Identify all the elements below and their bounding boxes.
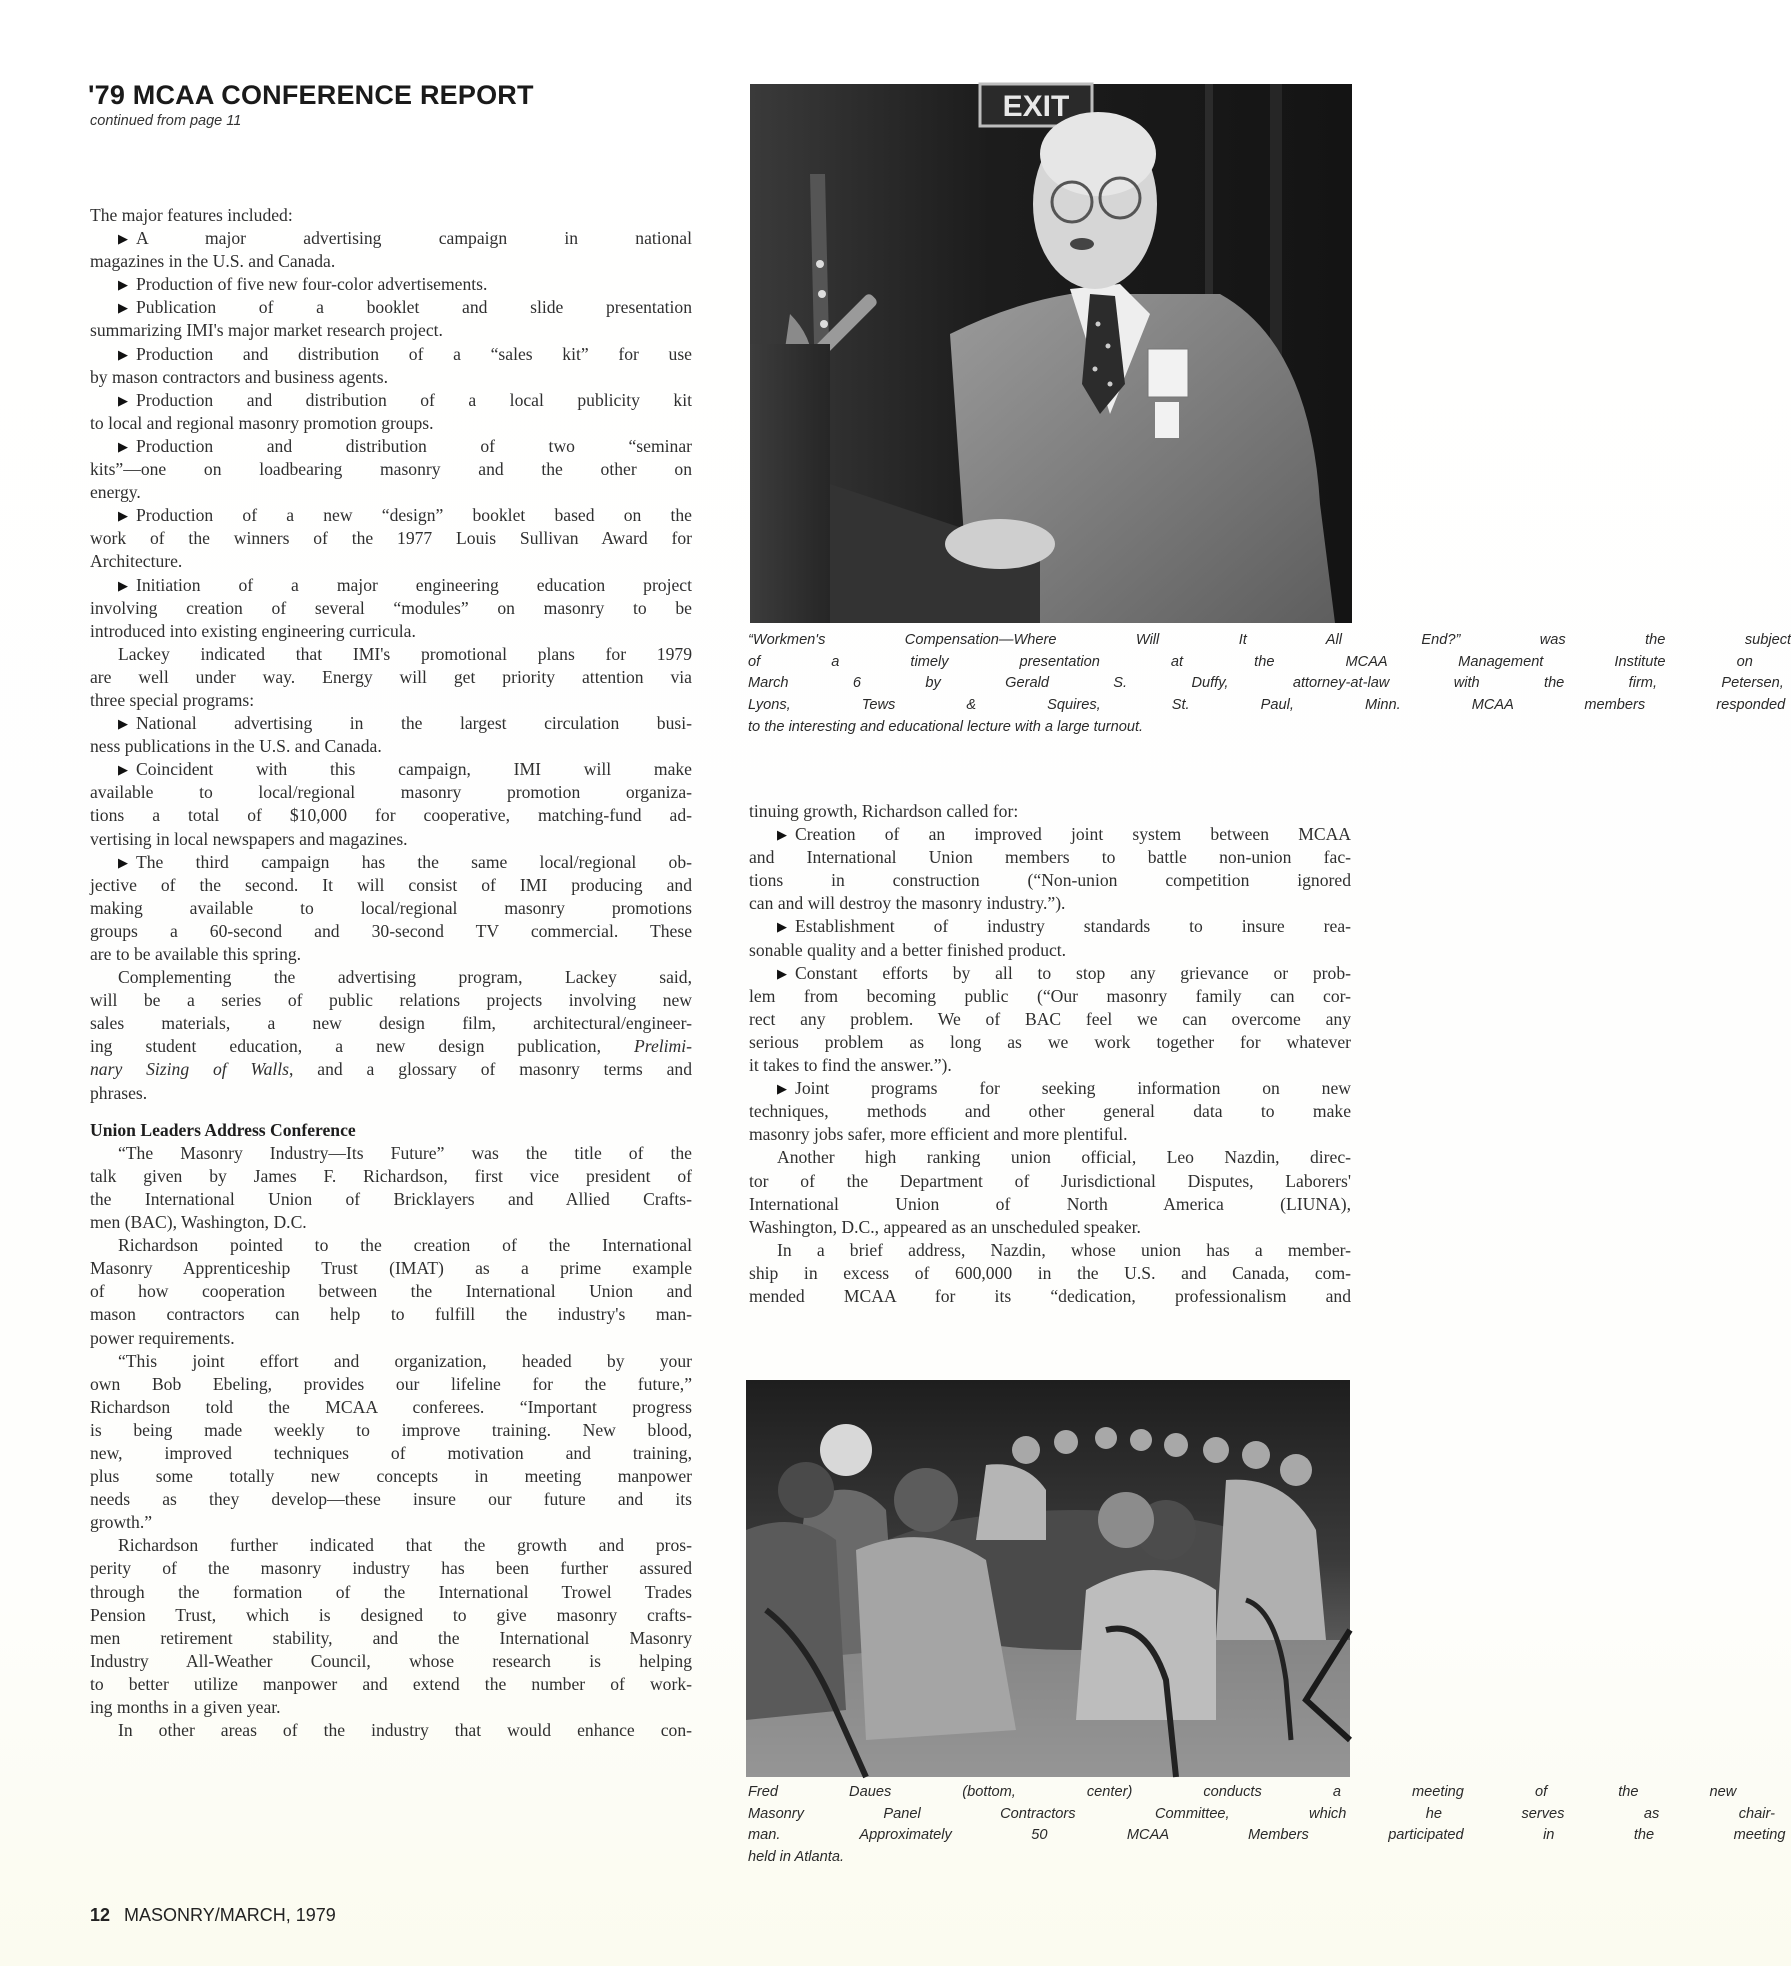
text-line — [90, 481, 692, 504]
text-line — [90, 874, 692, 897]
text-line — [90, 1557, 692, 1580]
text-line — [749, 1077, 1351, 1100]
line-text: Production and distribution of two “seminar — [136, 435, 692, 456]
bullet-triangle-icon: ▶ — [118, 762, 128, 778]
line-text: available to local/regional masonry promotion organiza- — [90, 782, 692, 803]
line-text: own Bob Ebeling, provides our lifeline for the future,” — [90, 1373, 692, 1394]
line-text: Architecture. — [90, 551, 183, 572]
line-text: are well under way. Energy will get priority attention via — [90, 666, 692, 687]
exit-sign-text: EXIT — [1002, 90, 1070, 123]
text-line — [90, 735, 692, 758]
line-text: Production and distribution of a “sales kit” for use — [136, 343, 692, 364]
bullet-triangle-icon: ▶ — [118, 854, 128, 870]
caption-line: Fred Daues (bottom, center) conducts a meeting of the new — [748, 1784, 1737, 1800]
bullet-triangle-icon: ▶ — [118, 508, 128, 524]
speaker-photo-caption — [748, 630, 1791, 738]
line-text: Publication of a booklet and slide presentation — [136, 297, 692, 318]
paragraph — [749, 1239, 1351, 1308]
text-line — [90, 296, 692, 319]
line-text: lem from becoming public (“Our masonry family can cor- — [749, 985, 1351, 1006]
bullet-item — [90, 343, 692, 389]
line-text: International Union of North America (LIUNA), — [749, 1193, 1351, 1214]
line-text: In other areas of the industry that would enhance con- — [118, 1720, 692, 1741]
line-text: Joint programs for seeking information on new — [795, 1078, 1351, 1099]
text-line — [90, 1234, 692, 1257]
line-text: men (BAC), Washington, D.C. — [90, 1212, 307, 1233]
text-line — [90, 712, 692, 735]
bullet-item — [90, 574, 692, 643]
line-text: Masonry Apprenticeship Trust (IMAT) as a prime example — [90, 1258, 692, 1279]
text-line — [90, 435, 692, 458]
line-text: new, improved techniques of motivation and training, — [90, 1442, 692, 1463]
text-line — [749, 1170, 1351, 1193]
line-text: techniques, methods and other general data to make — [749, 1101, 1351, 1122]
caption-line: of a timely presentation at the MCAA Management Institute on — [748, 653, 1753, 670]
text-line — [90, 366, 692, 389]
text-line — [90, 1511, 692, 1534]
bullet-item — [90, 712, 692, 758]
text-line — [90, 504, 692, 527]
line-text: Production of a new “design” booklet based on the — [136, 505, 692, 526]
text-line — [90, 1627, 692, 1650]
line-text: Richardson told the MCAA conferees. “Important progress — [90, 1396, 692, 1417]
text-line — [90, 273, 692, 296]
text-line — [749, 1123, 1351, 1146]
paragraph — [90, 1234, 692, 1349]
line-text: Lackey indicated that IMI's promotional plans for 1979 — [118, 643, 692, 664]
line-text: through the formation of the International Trowel Trades — [90, 1581, 692, 1602]
bullet-triangle-icon: ▶ — [118, 300, 128, 316]
text-line — [90, 1419, 692, 1442]
line-text: of how cooperation between the International Union and — [90, 1281, 692, 1302]
text-line — [90, 1604, 692, 1627]
line-text: Constant efforts by all to stop any grievance or prob- — [795, 962, 1351, 983]
text-line — [90, 1303, 692, 1326]
line-text: mason contractors can help to fulfill the industry's man- — [90, 1304, 692, 1325]
text-line — [90, 1442, 692, 1465]
right-text-column — [749, 800, 1351, 1308]
paragraph — [749, 1146, 1351, 1238]
line-text: magazines in the U.S. and Canada. — [90, 251, 336, 272]
text-line — [90, 1035, 692, 1058]
line-text: ing months in a given year. — [90, 1697, 281, 1717]
speaker-photo — [750, 84, 1352, 623]
bullet-item — [90, 758, 692, 850]
line-text: The third campaign has the same local/regional ob- — [136, 851, 692, 872]
article-title: '79 MCAA CONFERENCE REPORT — [88, 80, 534, 110]
text-line — [749, 892, 1351, 915]
text-line — [90, 1719, 692, 1742]
line-text: the International Union of Bricklayers and Allied Crafts- — [90, 1188, 692, 1209]
line-text: ness publications in the U.S. and Canada. — [90, 736, 382, 757]
line-text: are to be available this spring. — [90, 944, 302, 964]
text-line — [90, 1350, 692, 1373]
line-text: can and will destroy the masonry industry.”). — [749, 893, 1066, 914]
text-line — [749, 1239, 1351, 1262]
page-number: 12 — [90, 1905, 111, 1925]
text-line — [749, 915, 1351, 938]
line-text: energy. — [90, 482, 141, 503]
line-text: sales materials, a new design film, architectural/engineer- — [90, 1013, 692, 1034]
text-line — [90, 989, 692, 1012]
paragraph — [90, 204, 692, 227]
text-line — [90, 1082, 692, 1105]
committee-meeting-photo-image — [746, 1380, 1350, 1777]
line-text: introduced into existing engineering curricula. — [90, 620, 416, 641]
line-text: needs as they develop—these insure our future and its — [90, 1489, 692, 1510]
line-text: to local and regional masonry promotion groups. — [90, 412, 434, 433]
text-line — [90, 1119, 692, 1142]
text-line — [90, 550, 692, 573]
text-line — [90, 666, 692, 689]
text-line — [90, 1373, 692, 1396]
line-text: growth.” — [90, 1512, 153, 1533]
line-text: tions in construction (“Non-union competition ignored — [749, 870, 1351, 891]
bullet-item — [90, 273, 692, 296]
page-footer — [90, 1905, 336, 1926]
line-text: jective of the second. It will consist of IMI producing and — [90, 874, 692, 895]
line-text: tions a total of $10,000 for cooperative, matching-fund ad- — [90, 805, 692, 826]
line-text: perity of the masonry industry has been further assured — [90, 1558, 692, 1579]
bullet-item — [90, 851, 692, 966]
line-text: Richardson pointed to the creation of the International — [118, 1235, 692, 1256]
text-line — [90, 758, 692, 781]
line-text: The major features included: — [90, 205, 293, 225]
text-line — [90, 643, 692, 666]
caption-line: “Workmen's Compensation—Where Will It All End?” was the subject — [748, 632, 1791, 648]
text-line — [90, 250, 692, 273]
text-line — [90, 1465, 692, 1488]
bullet-item — [749, 823, 1351, 915]
line-text: “This joint effort and organization, headed by your — [118, 1350, 692, 1371]
caption-line: held in Atlanta. — [748, 1849, 845, 1866]
text-line — [90, 1012, 692, 1035]
text-line — [749, 823, 1351, 846]
bullet-triangle-icon: ▶ — [118, 577, 128, 593]
line-text: A major advertising campaign in national — [136, 228, 692, 249]
text-line — [90, 620, 692, 643]
line-text: is being made weekly to improve training. New blood, — [90, 1419, 692, 1440]
text-line — [90, 1581, 692, 1604]
bullet-triangle-icon: ▶ — [777, 827, 787, 843]
paragraph — [90, 966, 692, 1105]
line-text: Initiation of a major engineering education project — [136, 574, 692, 595]
bullet-triangle-icon: ▶ — [777, 1081, 787, 1097]
text-line — [90, 412, 692, 435]
bullet-triangle-icon: ▶ — [118, 716, 128, 732]
line-text: In a brief address, Nazdin, whose union has a member- — [777, 1239, 1351, 1260]
bullet-item — [749, 962, 1351, 1077]
left-text-column — [90, 204, 692, 1742]
text-line — [749, 1054, 1351, 1077]
paragraph — [90, 1350, 692, 1535]
line-text: Establishment of industry standards to insure rea- — [795, 916, 1351, 937]
text-line — [90, 1650, 692, 1673]
text-line — [749, 800, 1351, 823]
committee-meeting-photo-caption — [748, 1782, 1786, 1869]
caption-line: March 6 by Gerald S. Duffy, attorney-at-law with the firm, Petersen, — [748, 675, 1784, 692]
text-line — [90, 389, 692, 412]
paragraph — [749, 800, 1351, 823]
paragraph — [90, 1719, 692, 1742]
text-line — [90, 204, 692, 227]
line-text: Union Leaders Address Conference — [90, 1119, 356, 1140]
bullet-item — [749, 915, 1351, 961]
text-line — [90, 1142, 692, 1165]
line-text: groups a 60-second and 30-second TV commercial. These — [90, 920, 692, 941]
line-text: sonable quality and a better finished product. — [749, 939, 1067, 960]
bullet-item — [90, 504, 692, 573]
text-line — [90, 897, 692, 920]
text-line — [90, 966, 692, 989]
text-line — [90, 1327, 692, 1350]
text-line — [90, 1058, 692, 1081]
text-line — [90, 343, 692, 366]
line-text: men retirement stability, and the International Masonry — [90, 1627, 692, 1648]
bullet-triangle-icon: ▶ — [777, 965, 787, 981]
committee-meeting-photo — [746, 1380, 1350, 1777]
line-text: Another high ranking union official, Leo Nazdin, direc- — [777, 1147, 1351, 1168]
text-line — [90, 597, 692, 620]
line-text: involving creation of several “modules” on masonry to be — [90, 597, 692, 618]
text-line — [90, 458, 692, 481]
text-line — [90, 1280, 692, 1303]
line-text: mended MCAA for its “dedication, professionalism and — [749, 1285, 1351, 1306]
line-text: nary Sizing of Walls, and a glossary of masonry terms and — [90, 1059, 693, 1080]
text-line — [90, 1396, 692, 1419]
bullet-triangle-icon: ▶ — [777, 919, 787, 935]
text-line — [90, 689, 692, 712]
bullet-item — [90, 296, 692, 342]
text-line — [90, 1534, 692, 1557]
text-line — [749, 1146, 1351, 1169]
text-line — [90, 1673, 692, 1696]
line-text: will be a series of public relations projects involving new — [90, 990, 692, 1011]
bullet-triangle-icon: ▶ — [118, 438, 128, 454]
line-text: to better utilize manpower and extend the number of work- — [90, 1673, 692, 1694]
line-text: masonry jobs safer, more efficient and more plentiful. — [749, 1124, 1128, 1145]
text-line — [90, 1488, 692, 1511]
text-line — [90, 319, 692, 342]
caption-line: man. Approximately 50 MCAA Members participated in the meeting — [748, 1827, 1786, 1844]
text-line — [749, 1100, 1351, 1123]
bullet-triangle-icon: ▶ — [118, 346, 128, 362]
text-line — [90, 1257, 692, 1280]
caption-line: Lyons, Tews & Squires, St. Paul, Minn. MCAA members responded — [748, 697, 1786, 714]
line-text: Production of five new four-color advertisements. — [136, 274, 488, 295]
text-line — [90, 1211, 692, 1234]
text-line — [749, 1285, 1351, 1308]
line-text: vertising in local newspapers and magazines. — [90, 828, 408, 849]
bullet-item — [749, 1077, 1351, 1146]
line-text: Washington, D.C., appeared as an unscheduled speaker. — [749, 1216, 1141, 1237]
paragraph — [90, 643, 692, 712]
speaker-photo-image — [750, 84, 1352, 623]
text-line — [90, 828, 692, 851]
line-text: rect any problem. We of BAC feel we can overcome any — [749, 1008, 1351, 1029]
line-text: ing student education, a new design publication, Prelimi- — [90, 1036, 692, 1057]
continued-note: continued from page 11 — [90, 113, 242, 129]
line-text: and International Union members to battle non-union fac- — [749, 847, 1351, 868]
paragraph — [90, 1142, 692, 1234]
line-text: plus some totally new concepts in meeting manpower — [90, 1466, 692, 1487]
text-line — [90, 1696, 692, 1719]
text-line — [90, 804, 692, 827]
text-line — [749, 846, 1351, 869]
text-line — [749, 1262, 1351, 1285]
line-text: ship in excess of 600,000 in the U.S. and Canada, com- — [749, 1262, 1351, 1283]
line-text: work of the winners of the 1977 Louis Sullivan Award for — [90, 528, 692, 549]
text-line — [749, 985, 1351, 1008]
text-line — [90, 943, 692, 966]
line-text: summarizing IMI's major market research project. — [90, 320, 443, 341]
line-text: power requirements. — [90, 1327, 235, 1348]
text-line — [90, 1188, 692, 1211]
line-text: Coincident with this campaign, IMI will make — [136, 759, 692, 780]
line-text: three special programs: — [90, 689, 255, 710]
line-text: Richardson further indicated that the growth and pros- — [118, 1535, 692, 1556]
bullet-triangle-icon: ▶ — [118, 392, 128, 408]
line-text: Pension Trust, which is designed to give masonry crafts- — [90, 1604, 692, 1625]
line-text: Complementing the advertising program, Lackey said, — [118, 967, 692, 988]
line-text: tor of the Department of Jurisdictional Disputes, Laborers' — [749, 1170, 1351, 1191]
line-text: “The Masonry Industry—Its Future” was the title of the — [118, 1142, 692, 1163]
text-line — [749, 1193, 1351, 1216]
line-text: Production and distribution of a local publicity kit — [136, 389, 692, 410]
section-heading — [90, 1119, 692, 1142]
line-text: Industry All-Weather Council, whose research is helping — [90, 1650, 692, 1671]
text-line — [90, 227, 692, 250]
line-text: making available to local/regional masonry promotions — [90, 897, 692, 918]
bullet-item — [90, 435, 692, 504]
text-line — [90, 574, 692, 597]
line-text: tinuing growth, Richardson called for: — [749, 801, 1019, 821]
text-line — [90, 920, 692, 943]
text-line — [749, 1216, 1351, 1239]
caption-line: Masonry Panel Contractors Committee, which he serves as chair- — [748, 1805, 1775, 1822]
text-line — [90, 1165, 692, 1188]
line-text: kits”—one on loadbearing masonry and the other on — [90, 459, 692, 480]
bullet-triangle-icon: ▶ — [118, 231, 128, 247]
line-text: talk given by James F. Richardson, first vice president of — [90, 1165, 692, 1186]
line-text: phrases. — [90, 1082, 148, 1103]
text-line — [749, 869, 1351, 892]
bullet-item — [90, 389, 692, 435]
line-text: serious problem as long as we work together for whatever — [749, 1031, 1351, 1052]
text-line — [749, 1031, 1351, 1054]
text-line — [749, 1008, 1351, 1031]
line-text: National advertising in the largest circulation busi- — [136, 713, 692, 734]
line-text: by mason contractors and business agents. — [90, 366, 389, 387]
line-text: Creation of an improved joint system between MCAA — [795, 824, 1351, 845]
text-line — [90, 781, 692, 804]
text-line — [90, 851, 692, 874]
bullet-item — [90, 227, 692, 273]
publication-issue: MASONRY/MARCH, 1979 — [124, 1905, 336, 1925]
text-line — [749, 939, 1351, 962]
text-line — [90, 527, 692, 550]
line-text: it takes to find the answer.”). — [749, 1055, 952, 1076]
paragraph — [90, 1534, 692, 1719]
bullet-triangle-icon: ▶ — [118, 277, 128, 293]
caption-line: to the interesting and educational lecture with a large turnout. — [748, 718, 1144, 735]
text-line — [749, 962, 1351, 985]
